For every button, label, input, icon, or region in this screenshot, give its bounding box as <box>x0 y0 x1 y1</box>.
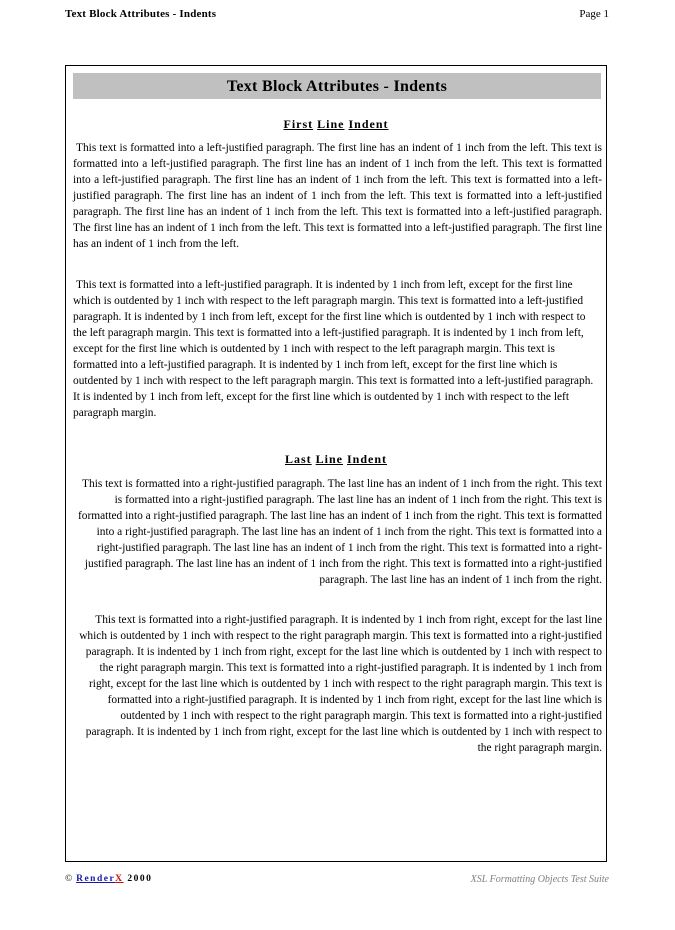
section-title-word: Line <box>317 117 345 131</box>
paragraph-first-line-indent: This text is formatted into a left-justified paragraph. The first line has an indent of 1 inch from the left. This text is formatted into a left-justified paragraph. The first line has an indent of 1 inch from the left. This text is formatted into a left-justified paragraph. The first line has an indent of 1 inch from the left. This text is formatted into a left-justified paragraph. The first line has an indent of 1 inch from the left. This text is formatted into a left-justified paragraph. The first line has an indent of 1 inch from the left. This text is formatted into a left-justified paragraph. The first line has an indent of 1 inch from the left. This text is formatted into a left-justified paragraph. The first line has an indent of 1 inch from the left. <box>73 142 602 250</box>
footer-copyright <box>65 874 152 884</box>
section-title-word: Line <box>315 452 343 466</box>
section-title-word: First <box>283 117 314 131</box>
paragraph-last-line-indent: This text is formatted into a right-justified paragraph. The last line has an indent of 1 inch from the right. This text is formatted into a right-justified paragraph. The last line has an indent of 1 inch from the right. This text is formatted into a right-justified paragraph. The last line has an indent of 1 inch from the right. This text is formatted into a right-justified paragraph. The last line has an indent of 1 inch from the right. This text is formatted into a right-justified paragraph. The last line has an indent of 1 inch from the right. This text is formatted into a right-justified paragraph. The last line has an indent of 1 inch from the right. This text is formatted into a right-justified paragraph. The last line has an indent of 1 inch from the right. <box>77 478 602 586</box>
copyright-symbol: © <box>65 874 73 884</box>
paragraph-first-line-outdent: This text is formatted into a left-justified paragraph. It is indented by 1 inch from left, except for the first line which is outdented by 1 inch with respect to the left paragraph margin. This text is formatted into a left-justified paragraph. It is indented by 1 inch from left, except for the first line which is outdented by 1 inch with respect to the left paragraph margin. This text is formatted into a left-justified paragraph. It is indented by 1 inch from left, except for the first line which is outdented by 1 inch with respect to the left paragraph margin. This text is formatted into a left-justified paragraph. It is indented by 1 inch from left, except for the first line which is outdented by 1 inch with respect to the left paragraph margin. This text is formatted into a left-justified paragraph. It is indented by 1 inch from left, except for the first line which is outdented by 1 inch with respect to the left paragraph margin. <box>73 279 594 419</box>
paragraph-last-line-outdent: This text is formatted into a right-justified paragraph. It is indented by 1 inch from right, except for the last line which is outdented by 1 inch with respect to the right paragraph margin. This text is formatted into a right-justified paragraph. It is indented by 1 inch from right, except for the last line which is outdented by 1 inch with respect to the right paragraph margin. This text is formatted into a right-justified paragraph. It is indented by 1 inch from right, except for the last line which is outdented by 1 inch with respect to the right paragraph margin. This text is formatted into a right-justified paragraph. It is indented by 1 inch from right, except for the last line which is outdented by 1 inch with respect to the right paragraph margin. This text is formatted into a right-justified paragraph. It is indented by 1 inch from right, except for the last line which is outdented by 1 inch with respect to the right paragraph margin. <box>79 614 602 754</box>
footer-suite-label: XSL Formatting Objects Test Suite <box>470 874 609 885</box>
section-title-first-line-indent <box>66 117 606 132</box>
page-title-banner: Text Block Attributes - Indents <box>73 73 601 99</box>
running-head-title: Text Block Attributes - Indents <box>65 8 217 20</box>
section-title-word: Indent <box>347 452 388 466</box>
section-title-word: Indent <box>348 117 389 131</box>
copyright-year: 2000 <box>127 874 153 884</box>
content-frame <box>65 65 607 862</box>
brand-render: Render <box>76 874 116 884</box>
section-title-last-line-indent <box>66 452 606 467</box>
brand-x: X <box>115 874 124 884</box>
page-number: Page 1 <box>579 8 609 20</box>
section-title-word: Last <box>284 452 312 466</box>
renderx-link[interactable] <box>76 874 123 884</box>
